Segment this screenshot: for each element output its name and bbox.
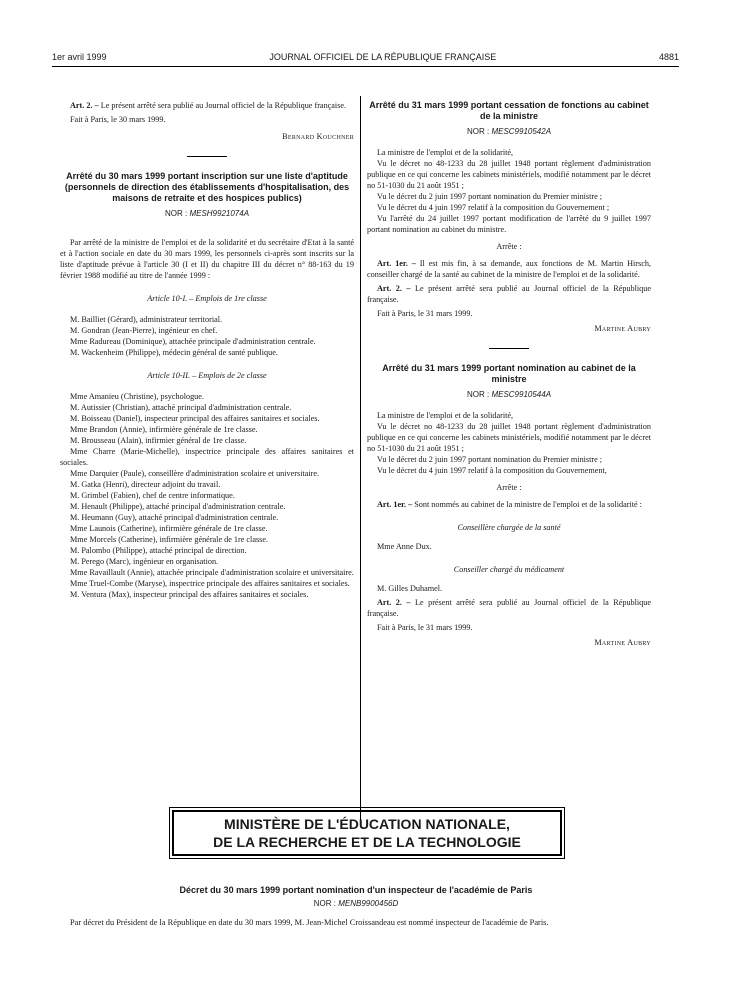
article-1-paragraph bbox=[367, 258, 651, 280]
article-1-label: Art. 1er. – bbox=[377, 259, 416, 268]
list-item: Mme Ravaillault (Annie), attachée principale d'administration scolaire et universitaire. bbox=[70, 568, 354, 577]
article-2-paragraph bbox=[367, 597, 651, 619]
left-column bbox=[60, 100, 354, 600]
header-journal-title: JOURNAL OFFICIEL DE LA RÉPUBLIQUE FRANÇAISE bbox=[269, 52, 497, 62]
appointee-name: M. Gilles Duhamel. bbox=[377, 584, 443, 593]
ministry-heading-box bbox=[172, 810, 562, 856]
article-1-paragraph bbox=[367, 499, 651, 510]
list-item: Mme Morcels (Catherine), infirmière générale de 1re classe. bbox=[70, 535, 269, 544]
arrete-line: Arrête : bbox=[496, 483, 522, 492]
list-item: M. Wackenheim (Philippe), médecin général de santé publique. bbox=[70, 348, 278, 357]
visa-paragraph: La ministre de l'emploi et de la solidarité, bbox=[377, 148, 514, 157]
ministry-line-1: MINISTÈRE DE L'ÉDUCATION NATIONALE, bbox=[224, 816, 510, 832]
decree-title: Décret du 30 mars 1999 portant nomination d'un inspecteur de l'académie de Paris bbox=[179, 885, 533, 895]
list-item: Mme Radureau (Dominique), attachée principale d'administration centrale. bbox=[70, 337, 316, 346]
visa-paragraph: Vu le décret no 48-1233 du 28 juillet 1948 portant règlement d'administration publique en ce qui concerne les cabinets ministériels, modifié notamment par le décret no 51-1030 du 21 août 1951 ; bbox=[367, 422, 651, 453]
list-item: Mme Amanieu (Christine), psychologue. bbox=[70, 392, 204, 401]
header-date: 1er avril 1999 bbox=[52, 52, 107, 62]
decree-section bbox=[60, 885, 652, 928]
list-item: M. Gatka (Henri), directeur adjoint du travail. bbox=[70, 480, 221, 489]
article-1-label: Art. 1er. – bbox=[377, 500, 413, 509]
intro-paragraph: Par arrêté de la ministre de l'emploi et de la solidarité et du secrétaire d'Etat à la santé et à l'action sociale en date du 30 mars 1999, les personnels ci-après sont inscrits sur la liste d'aptitude prévue à l'article 30 (I et II) du chapitre III du décret n° 88-163 du 19 février 1988 modifié au titre de l'année 1999 : bbox=[60, 238, 354, 280]
visa-paragraphs bbox=[367, 410, 651, 476]
list-item: M. Gondran (Jean-Pierre), ingénieur en chef. bbox=[70, 326, 218, 335]
list-item: M. Heumann (Guy), attaché principal d'administration centrale. bbox=[70, 513, 279, 522]
nor-value: MENB9900456D bbox=[338, 899, 399, 908]
visa-paragraph: La ministre de l'emploi et de la solidarité, bbox=[377, 411, 514, 420]
appointee-name: Mme Anne Dux. bbox=[377, 542, 432, 551]
visa-paragraph: Vu le décret du 2 juin 1997 portant nomination du Premier ministre ; bbox=[377, 455, 603, 464]
right-column bbox=[367, 100, 651, 648]
list-item: Mme Darquier (Paule), conseillère d'administration scolaire et universitaire. bbox=[70, 469, 320, 478]
visa-paragraph: Vu le décret du 4 juin 1997 relatif à la composition du Gouvernement ; bbox=[377, 203, 610, 212]
visa-paragraph: Vu l'arrêté du 24 juillet 1997 portant modification de l'arrêté du 9 juillet 1997 portant nomination au cabinet du ministre. bbox=[367, 214, 651, 234]
article-2-text: Le présent arrêté sera publié au Journal officiel de la République française. bbox=[367, 284, 651, 304]
list-item: Mme Truel-Combe (Maryse), inspectrice principale des affaires sanitaires et sociales. bbox=[70, 579, 350, 588]
arrete-cessation-title: Arrêté du 31 mars 1999 portant cessation de fonctions au cabinet de la ministre bbox=[369, 100, 649, 121]
article-2-label: Art. 2. – bbox=[377, 284, 411, 293]
nor-reference bbox=[60, 898, 652, 909]
list-item: M. Boisseau (Daniel), inspecteur principal des affaires sanitaires et sociales. bbox=[70, 414, 320, 423]
signature: Martine Aubry bbox=[594, 638, 651, 647]
ministry-line-2: DE LA RECHERCHE ET DE LA TECHNOLOGIE bbox=[213, 834, 521, 850]
list-item: M. Perego (Marc), ingénieur en organisation. bbox=[70, 557, 219, 566]
arrete-title: Arrêté du 30 mars 1999 portant inscription sur une liste d'aptitude (personnels de direction des établissements d'hospitalisation, des maisons de retraite et des hospices publics) bbox=[64, 171, 350, 203]
list-item: M. Autissier (Christian), attaché principal d'administration centrale. bbox=[70, 403, 292, 412]
fait-line: Fait à Paris, le 30 mars 1999. bbox=[70, 115, 166, 124]
list-item: M. Henault (Philippe), attaché principal d'administration centrale. bbox=[70, 502, 286, 511]
list-item: Mme Brandon (Annie), infirmière générale de 1re classe. bbox=[70, 425, 258, 434]
article-2-label: Art. 2. – bbox=[70, 101, 99, 110]
article-1-text: Il est mis fin, à sa demande, aux fonctions de M. Martin Hirsch, conseiller chargé de la santé au cabinet de la ministre de l'emploi et de la solidarité. bbox=[367, 259, 651, 279]
role-heading-medicament: Conseiller chargé du médicament bbox=[453, 565, 565, 574]
nor-reference bbox=[367, 126, 651, 137]
article-2-text: Le présent arrêté sera publié au Journal officiel de la République française. bbox=[367, 598, 651, 618]
list-item: Mme Charre (Marie-Michelle), inspectrice principale des affaires sanitaires et sociales. bbox=[60, 447, 354, 467]
list-item: M. Bailliet (Gérard), administrateur territorial. bbox=[70, 315, 223, 324]
nor-reference bbox=[367, 389, 651, 400]
arrete-nomination-title: Arrêté du 31 mars 1999 portant nomination au cabinet de la ministre bbox=[382, 363, 636, 384]
list-item: M. Ventura (Max), inspecteur principal des affaires sanitaires et sociales. bbox=[70, 590, 309, 599]
fait-line: Fait à Paris, le 31 mars 1999. bbox=[377, 623, 473, 632]
article-10-2-heading: Article 10-II. – Emplois de 2e classe bbox=[147, 371, 267, 380]
nor-label: NOR : bbox=[466, 390, 490, 399]
fait-line: Fait à Paris, le 31 mars 1999. bbox=[377, 309, 473, 318]
visa-paragraph: Vu le décret du 2 juin 1997 portant nomination du Premier ministre ; bbox=[377, 192, 603, 201]
list-item: M. Brousseau (Alain), infirmier général de 1re classe. bbox=[70, 436, 247, 445]
list-emplois-1re-classe bbox=[60, 314, 354, 358]
nor-label: NOR : bbox=[313, 899, 336, 908]
nor-reference bbox=[60, 208, 354, 219]
nor-label: NOR : bbox=[164, 209, 188, 218]
list-emplois-2e-classe bbox=[60, 391, 354, 600]
section-separator bbox=[489, 348, 529, 349]
nor-value: MESH9921074A bbox=[189, 209, 250, 218]
article-2-paragraph bbox=[60, 100, 354, 111]
nor-label: NOR : bbox=[466, 127, 490, 136]
header-page-number: 4881 bbox=[658, 52, 679, 62]
list-item: Mme Launois (Catherine), infirmière générale de 1re classe. bbox=[70, 524, 268, 533]
column-divider bbox=[360, 96, 361, 820]
signature: Martine Aubry bbox=[594, 324, 651, 333]
article-1-text: Sont nommés au cabinet de la ministre de l'emploi et de la solidarité : bbox=[412, 500, 642, 509]
article-10-1-heading: Article 10-I. – Emplois de 1re classe bbox=[147, 294, 267, 303]
list-item: M. Palombo (Philippe), attaché principal de direction. bbox=[70, 546, 247, 555]
nor-value: MESC9910542A bbox=[491, 127, 552, 136]
nor-value: MESC9910544A bbox=[491, 390, 552, 399]
article-2-label: Art. 2. – bbox=[377, 598, 411, 607]
section-separator bbox=[187, 156, 227, 157]
visa-paragraph: Vu le décret du 4 juin 1997 relatif à la composition du Gouvernement, bbox=[377, 466, 607, 475]
arrete-line: Arrête : bbox=[496, 242, 522, 251]
article-2-paragraph bbox=[367, 283, 651, 305]
signature: Bernard Kouchner bbox=[282, 132, 354, 141]
page-header bbox=[52, 52, 679, 67]
role-heading-sante: Conseillère chargée de la santé bbox=[457, 523, 561, 532]
list-item: M. Grimbel (Fabien), chef de centre informatique. bbox=[70, 491, 235, 500]
article-2-text: Le présent arrêté sera publié au Journal officiel de la République française. bbox=[98, 101, 347, 110]
visa-paragraphs bbox=[367, 147, 651, 235]
visa-paragraph: Vu le décret no 48-1233 du 28 juillet 1948 portant règlement d'administration publique en ce qui concerne les cabinets ministériels, modifié notamment par le décret no 51-1030 du 21 août 1951 ; bbox=[367, 159, 651, 190]
decree-text: Par décret du Président de la République en date du 30 mars 1999, M. Jean-Michel Croissandeau est nommé inspecteur de l'académie de Paris. bbox=[70, 918, 549, 927]
